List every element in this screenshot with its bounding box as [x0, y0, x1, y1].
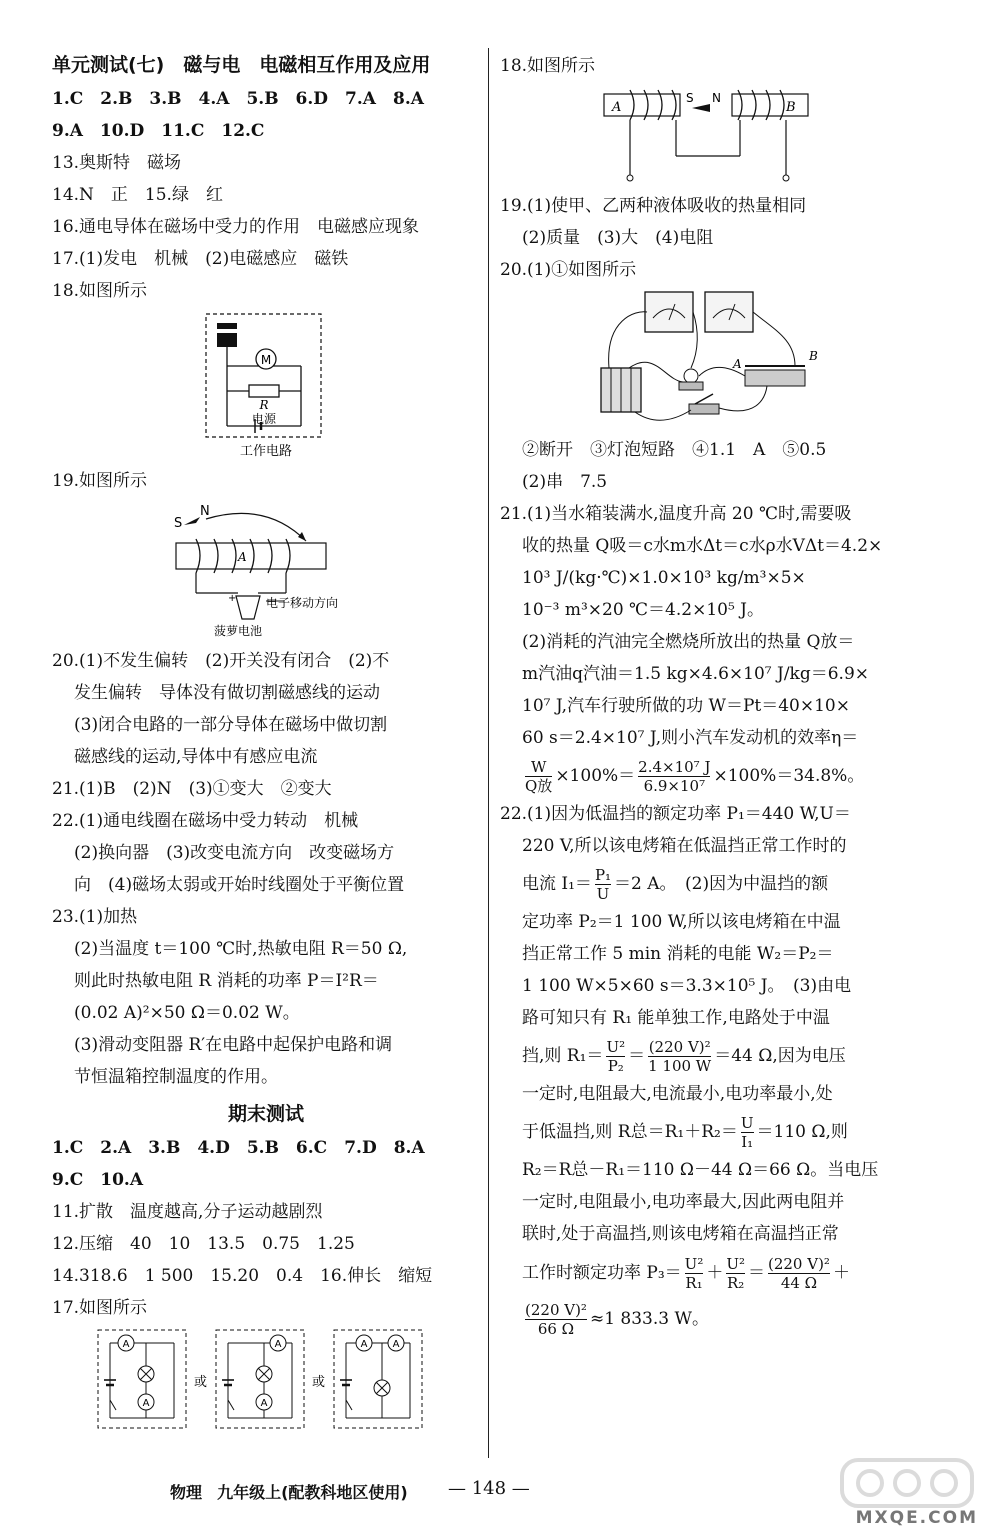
- answer-line: (0.02 A)²×50 Ω＝0.02 W。: [74, 1003, 300, 1023]
- frac-numerator: (220 V)²: [648, 1038, 711, 1056]
- answer-line: 18.如图所示: [52, 281, 148, 301]
- answer-line: 向 (4)磁场太弱或开始时线圈处于平衡位置: [74, 875, 405, 895]
- total-resistance-formula: [500, 1110, 920, 1154]
- formula-text: ×100%＝: [555, 766, 636, 786]
- core-a-label: A: [612, 100, 622, 115]
- formula-text: 工作时额定功率 P₃＝: [522, 1263, 682, 1283]
- frac-numerator: U²: [684, 1255, 704, 1273]
- compass-needle-icon: [184, 517, 200, 525]
- answer-line: 10⁻³ m³×20 ℃＝4.2×10⁵ J。: [522, 600, 765, 620]
- answer-line: 17.(1)发电 机械 (2)电磁感应 磁铁: [52, 249, 349, 269]
- frac-numerator: U²: [726, 1255, 745, 1273]
- final-test-title: 期末测试: [227, 1103, 304, 1125]
- answer-line: 23.(1)加热: [52, 907, 138, 927]
- frac-numerator: U: [740, 1114, 754, 1132]
- resistance-formula: [500, 1034, 920, 1078]
- bulb-icon: [684, 369, 698, 383]
- answer-line: 定功率 P₂＝1 100 W,所以该电烤箱在中温: [522, 912, 841, 932]
- answer-line: 22.(1)因为低温挡的额定功率 P₁＝440 W,U＝: [500, 804, 851, 824]
- resistor-label: R: [259, 398, 269, 412]
- frac-denominator: 44 Ω: [780, 1274, 818, 1292]
- answer-line: 则此时热敏电阻 R 消耗的功率 P＝I²R＝: [74, 971, 379, 991]
- answer-line: 1.C 2.B 3.B 4.A 5.B 6.D 7.A 8.A: [52, 89, 424, 109]
- frac-denominator: R₁: [685, 1274, 703, 1292]
- frac-numerator: (220 V)²: [525, 1301, 587, 1319]
- frac-numerator: 2.4×10⁷ J: [638, 758, 711, 776]
- core-b-label: B: [786, 100, 796, 115]
- column-divider: [488, 48, 489, 1458]
- south-pole-label: S: [174, 516, 183, 531]
- formula-text: 挡,则 R₁＝: [522, 1046, 604, 1066]
- svg-text:+: +: [228, 593, 237, 604]
- work-circuit-diagram: [201, 311, 331, 461]
- power-formula: [500, 1250, 920, 1296]
- answer-line: 磁感线的运动,导体中有感应电流: [74, 747, 318, 767]
- answer-line: R₂＝R总－R₁＝110 Ω－44 Ω＝66 Ω。当电压: [522, 1160, 879, 1180]
- ammeter-label: A: [392, 1339, 400, 1350]
- answer-line: 20.(1)①如图所示: [500, 260, 637, 280]
- answer-line: 20.(1)不发生偏转 (2)开关没有闭合 (2)不: [52, 651, 390, 671]
- answer-line: (3)滑动变阻器 R′在电路中起保护电路和调: [74, 1035, 393, 1055]
- formula-text: ＝: [628, 1046, 646, 1066]
- footer-subject: 物理: [170, 1483, 203, 1502]
- answer-line: 19.如图所示: [52, 471, 148, 491]
- answer-line: (3)闭合电路的一部分导体在磁场中做切割: [74, 715, 388, 735]
- answer-line: (2)消耗的汽油完全燃烧所放出的热量 Q放＝: [522, 632, 855, 652]
- frac-numerator: U²: [606, 1038, 626, 1056]
- frac-denominator: Q放: [525, 777, 553, 795]
- formula-text: ＝44 Ω,因为电压: [714, 1046, 846, 1066]
- answer-line: 14.318.6 1 500 15.20 0.4 16.伸长 缩短: [52, 1266, 433, 1286]
- frac-denominator: 66 Ω: [537, 1320, 575, 1338]
- right-column: [500, 50, 920, 1342]
- frac-numerator: W: [525, 758, 552, 777]
- watermark-text: MXQE.COM: [855, 1508, 978, 1528]
- answer-line: 发生偏转 导体没有做切割磁感线的运动: [74, 683, 380, 703]
- answer-line: 9.C 10.A: [52, 1170, 144, 1190]
- answer-line: 挡正常工作 5 min 消耗的电能 W₂＝P₂＝: [522, 944, 834, 964]
- work-circuit-caption: 工作电路: [239, 444, 293, 459]
- power-result: [500, 1296, 920, 1342]
- voltmeter-icon: [705, 292, 753, 332]
- formula-text: 于低温挡,则 R总＝R₁＋R₂＝: [522, 1122, 738, 1142]
- battery-label: 菠萝电池: [214, 624, 263, 638]
- answer-line: 21.(1)B (2)N (3)①变大 ②变大: [52, 779, 332, 799]
- formula-text: ＋: [832, 1263, 850, 1283]
- switch-icon: [689, 404, 719, 414]
- answer-line: 14.N 正 15.绿 红: [52, 185, 223, 205]
- power-source-label: 电源: [251, 412, 277, 426]
- core-label: A: [238, 550, 247, 564]
- or-label: 或: [194, 1375, 208, 1390]
- circuit-option-2: [216, 1330, 304, 1428]
- answer-line: 13.奥斯特 磁场: [52, 153, 182, 173]
- formula-text: ＋: [706, 1263, 724, 1283]
- answer-line: ②断开 ③灯泡短路 ④1.1 A ⑤0.5: [522, 440, 827, 460]
- frac-denominator: R₂: [727, 1274, 745, 1292]
- unit-test-title: 单元测试(七) 磁与电 电磁相互作用及应用: [52, 54, 431, 76]
- left-column: [52, 50, 480, 1437]
- two-electromagnets-diagram: [600, 86, 820, 186]
- rheostat-icon: [745, 370, 805, 386]
- page-number: — 148 —: [448, 1478, 530, 1499]
- formula-text: ＝2 A。 (2)因为中温挡的额: [614, 874, 829, 894]
- answer-line: 节恒温箱控制温度的作用。: [74, 1067, 278, 1087]
- ammeter-label: A: [274, 1339, 282, 1350]
- answer-line: 16.通电导体在磁场中受力的作用 电磁感应现象: [52, 217, 420, 237]
- answer-line: 17.如图所示: [52, 1298, 148, 1318]
- electromagnet-diagram: [166, 501, 366, 641]
- answer-line: 22.(1)通电线圈在磁场中受力转动 机械: [52, 811, 359, 831]
- formula-text: ×100%＝34.8%。: [713, 766, 865, 786]
- answer-line: 路可知只有 R₁ 能单独工作,电路处于中温: [522, 1008, 830, 1028]
- footer-grade: 九年级上(配教科地区使用): [217, 1483, 408, 1502]
- answer-line: 60 s＝2.4×10⁷ J,则小汽车发动机的效率η＝: [522, 728, 859, 748]
- motor-label: M: [260, 353, 272, 367]
- answer-line: 19.(1)使甲、乙两种液体吸收的热量相同: [500, 196, 807, 216]
- ammeter-icon: [645, 292, 693, 332]
- formula-text: 电流 I₁＝: [522, 874, 592, 894]
- formula-text: ＝: [747, 1263, 765, 1283]
- formula-text: ＝110 Ω,则: [756, 1122, 848, 1142]
- ammeter-label: A: [260, 1398, 268, 1409]
- ammeter-label: A: [142, 1398, 150, 1409]
- answer-line: 收的热量 Q吸＝c水m水Δt＝c水ρ水VΔt＝4.2×: [522, 536, 883, 556]
- terminal-b-label: B: [809, 349, 818, 363]
- circuit-option-1: [98, 1330, 186, 1428]
- answer-line: 1 100 W×5×60 s＝3.3×10⁵ J。 (3)由电: [522, 976, 852, 996]
- pineapple-battery-icon: [236, 596, 260, 619]
- frac-numerator: (220 V)²: [767, 1255, 830, 1273]
- answer-line: (2)当温度 t＝100 ℃时,热敏电阻 R＝50 Ω,: [74, 939, 408, 959]
- or-label: 或: [312, 1375, 326, 1390]
- ammeter-label: A: [360, 1339, 368, 1350]
- answer-line: 18.如图所示: [500, 56, 596, 76]
- answer-line: (2)串 7.5: [522, 472, 608, 492]
- electron-flow-label: 电子移动方向: [266, 596, 339, 610]
- north-pole-label: N: [712, 91, 721, 105]
- parallel-circuits-diagram: [96, 1328, 436, 1433]
- answer-line: 11.扩散 温度越高,分子运动越剧烈: [52, 1202, 323, 1222]
- answer-line: 220 V,所以该电烤箱在低温挡正常工作时的: [522, 836, 847, 856]
- answer-line: (2)质量 (3)大 (4)电阻: [522, 228, 714, 248]
- frac-denominator: 1 100 W: [648, 1057, 712, 1075]
- efficiency-formula: [500, 754, 920, 798]
- physical-circuit-diagram: [595, 290, 825, 430]
- frac-denominator: 6.9×10⁷: [643, 777, 706, 795]
- answer-line: 一定时,电阻最小,电功率最大,因此两电阻并: [522, 1192, 845, 1212]
- answer-line: m汽油q汽油＝1.5 kg×4.6×10⁷ J/kg＝6.9×: [522, 664, 870, 684]
- answer-line: 10³ J/(kg·℃)×1.0×10³ kg/m³×5×: [522, 568, 806, 588]
- answer-line: 9.A 10.D 11.C 12.C: [52, 121, 265, 141]
- formula-text: ≈1 833.3 W。: [589, 1309, 709, 1329]
- answer-line: 一定时,电阻最大,电流最小,电功率最小,处: [522, 1084, 833, 1104]
- frac-numerator: P₁: [594, 866, 612, 884]
- answer-line: 联时,处于高温挡,则该电烤箱在高温挡正常: [522, 1224, 839, 1244]
- frac-denominator: P₂: [607, 1057, 624, 1075]
- compass-needle-icon: [692, 104, 710, 112]
- answer-line: 12.压缩 40 10 13.5 0.75 1.25: [52, 1234, 355, 1254]
- north-pole-label: N: [200, 504, 210, 519]
- current-formula: [500, 862, 920, 906]
- frac-denominator: U: [596, 885, 610, 903]
- terminal-a-label: A: [733, 357, 742, 371]
- circuit-option-3: [334, 1330, 422, 1428]
- answer-line: (2)换向器 (3)改变电流方向 改变磁场方: [74, 843, 395, 863]
- answer-line: 21.(1)当水箱装满水,温度升高 20 ℃时,需要吸: [500, 504, 852, 524]
- page-footer: [170, 1480, 690, 1503]
- answer-line: 10⁷ J,汽车行驶所做的功 W＝Pt＝40×10×: [522, 696, 850, 716]
- answer-line: 1.C 2.A 3.B 4.D 5.B 6.C 7.D 8.A: [52, 1138, 425, 1158]
- south-pole-label: S: [686, 91, 694, 105]
- ammeter-label: A: [122, 1339, 130, 1350]
- frac-denominator: I₁: [741, 1133, 754, 1151]
